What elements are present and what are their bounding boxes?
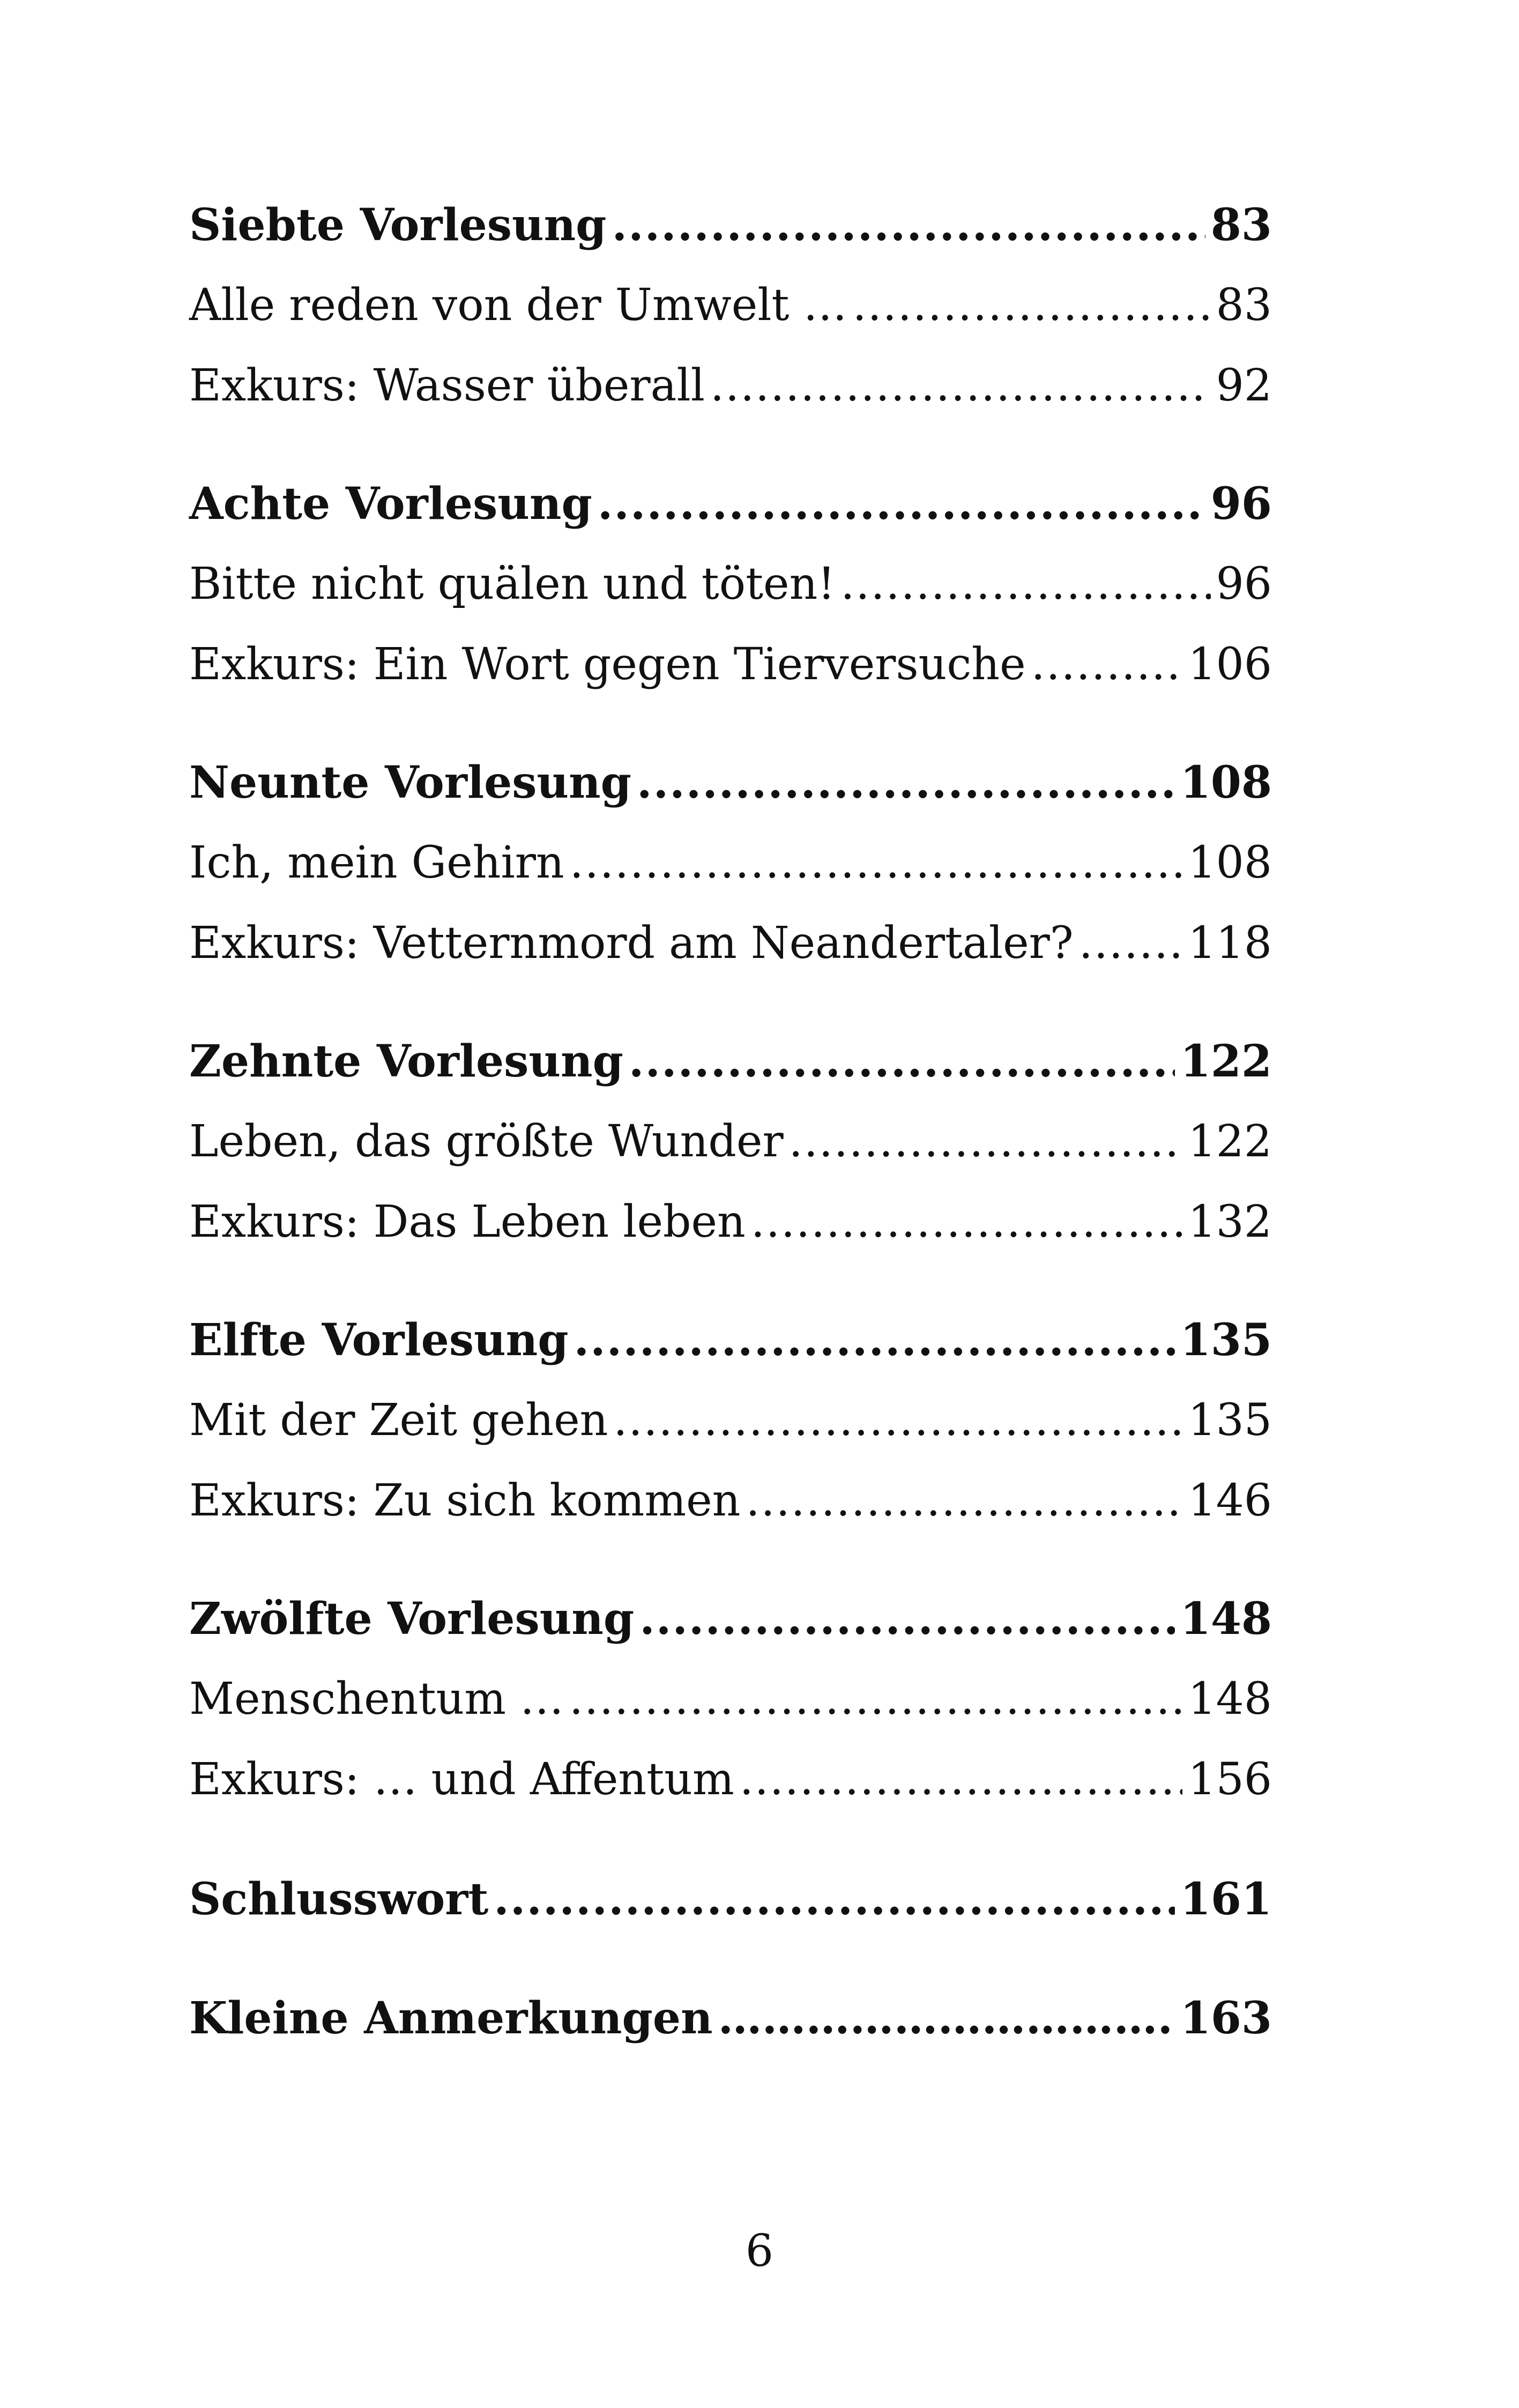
toc-entry-kleine-anmerkungen [189,1983,1272,2053]
toc-entry-title: Exkurs: Wasser überall [189,360,705,411]
dot-leader [637,748,1175,817]
dot-leader [574,1305,1175,1375]
toc-entry-title: Exkurs: Zu sich kommen [189,1475,741,1526]
page-number: 6 [745,2226,774,2277]
toc-entry-gehirn [189,828,1272,898]
toc-entry-page: 83 [1210,199,1272,251]
toc-entry-wunder [189,1107,1272,1177]
toc-entry-page: 83 [1216,280,1272,331]
toc-entry-zeit [189,1386,1272,1455]
dot-leader [751,1187,1183,1257]
dot-leader [629,1027,1175,1096]
toc-entry-siebte-vorlesung [189,190,1272,260]
toc-entry-title: Siebte Vorlesung [189,199,607,251]
dot-leader [613,1386,1182,1455]
dot-leader [570,828,1183,898]
toc-entry-zwoelfte-vorlesung [189,1584,1272,1654]
toc-entry-umwelt [189,271,1272,340]
toc-entry-page: 96 [1210,478,1272,530]
toc-entry-title: Schlusswort [189,1874,489,1925]
toc-entry-page: 146 [1188,1475,1272,1526]
toc-entry-title: Exkurs: Ein Wort gegen Tierversuche [189,639,1026,690]
toc-entry-title: Menschentum … [189,1674,564,1725]
toc-entry-title: Exkurs: Das Leben leben [189,1196,746,1247]
toc-entry-page: 92 [1216,360,1272,411]
toc-entry-title: Zwölfte Vorlesung [189,1593,635,1645]
dot-leader [746,1466,1182,1536]
toc-entry-affentum [189,1745,1272,1815]
toc-entry-quaelen [189,549,1272,619]
toc-entry-page: 148 [1180,1593,1272,1645]
toc-entry-page: 96 [1216,559,1272,610]
toc-entry-neandertaler [189,909,1272,978]
toc-entry-zu-sich-kommen [189,1466,1272,1536]
toc-entry-achte-vorlesung [189,469,1272,539]
dot-leader [612,190,1205,260]
toc-entry-title: Kleine Anmerkungen [189,1993,713,2044]
toc-entry-page: 163 [1180,1993,1272,2044]
toc-entry-page: 118 [1188,918,1272,969]
toc-entry-page: 132 [1188,1196,1272,1247]
toc-entry-tierversuche [189,630,1272,700]
toc-entry-schlusswort [189,1864,1272,1934]
toc-entry-page: 135 [1180,1314,1272,1366]
toc-entry-page: 148 [1188,1674,1272,1725]
toc-entry-title: Bitte nicht quälen und töten! [189,559,836,610]
dot-leader [789,1107,1183,1177]
dot-leader [710,351,1211,421]
toc-entry-page: 156 [1188,1754,1272,1805]
toc-entry-title: Zehnte Vorlesung [189,1036,623,1087]
toc-entry-elfte-vorlesung [189,1305,1272,1375]
toc-entry-title: Leben, das größte Wunder [189,1116,784,1167]
toc-entry-page: 122 [1180,1036,1272,1087]
dot-leader [740,1745,1183,1815]
toc-entry-title: Neunte Vorlesung [189,757,632,808]
toc-entry-leben-leben [189,1187,1272,1257]
toc-entry-menschentum [189,1664,1272,1734]
dot-leader [840,549,1210,619]
dot-leader [569,1664,1182,1734]
ellipsis-leader [718,1983,1175,2053]
dot-leader [494,1864,1175,1934]
toc-entry-title: Mit der Zeit gehen [189,1395,608,1446]
dot-leader [1079,909,1183,978]
toc-entry-page: 135 [1188,1395,1272,1446]
toc-entry-zehnte-vorlesung [189,1027,1272,1096]
toc-entry-title: Ich, mein Gehirn [189,837,564,888]
toc-entry-page: 122 [1188,1116,1272,1167]
toc-entry-page: 161 [1180,1874,1272,1925]
toc-entry-title: Exkurs: Vetternmord am Neandertaler? [189,918,1074,969]
dot-leader [853,271,1211,340]
toc-entry-title: Achte Vorlesung [189,478,592,530]
toc-entry-page: 108 [1188,837,1272,888]
toc-entry-neunte-vorlesung [189,748,1272,817]
toc-entry-title: Alle reden von der Umwelt … [189,280,847,331]
toc-entry-page: 108 [1180,757,1272,808]
toc-entry-title: Elfte Vorlesung [189,1314,569,1366]
toc-entry-title: Exkurs: … und Affentum [189,1754,734,1805]
dot-leader [639,1584,1175,1654]
dot-leader [598,469,1205,539]
dot-leader [1031,630,1183,700]
toc-entry-wasser [189,351,1272,421]
toc-entry-page: 106 [1188,639,1272,690]
